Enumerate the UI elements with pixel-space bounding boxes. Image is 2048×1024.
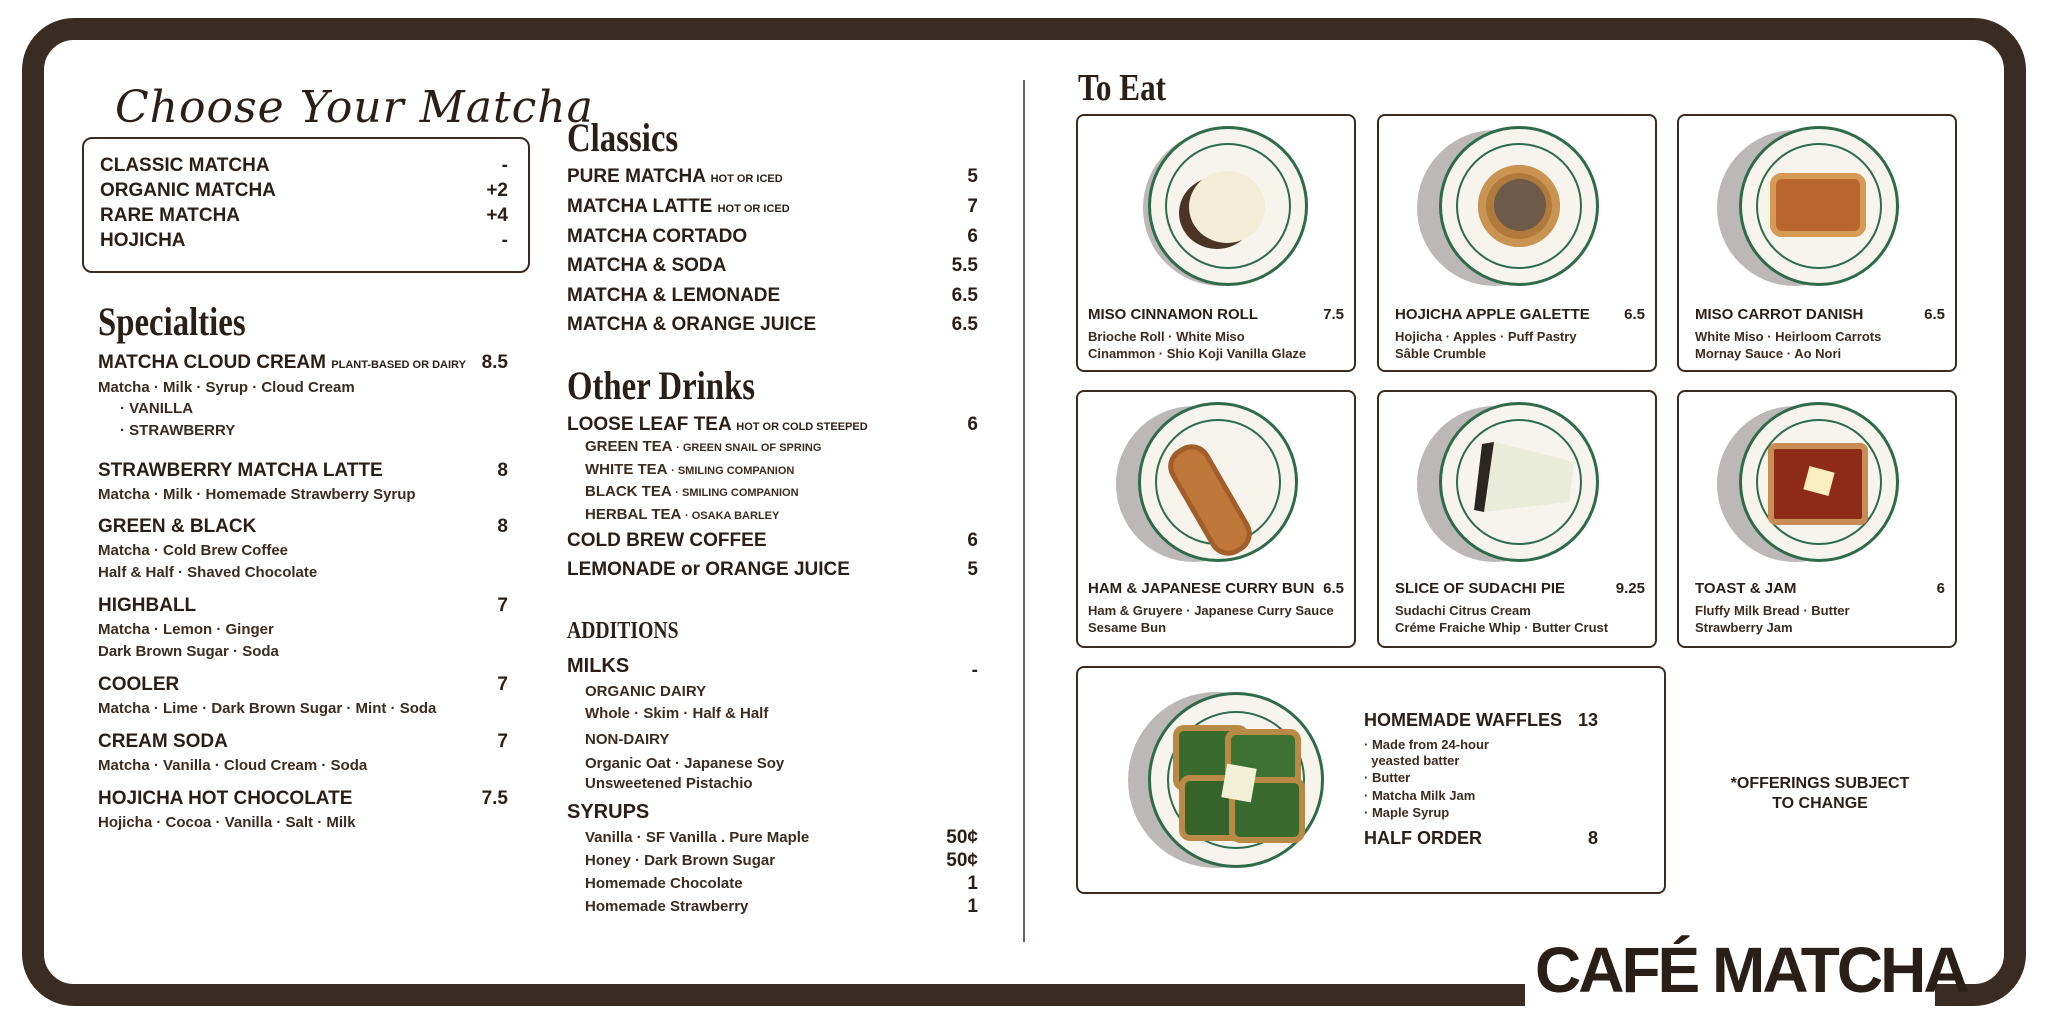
specialty-desc: Matcha · Cold Brew Coffee — [98, 542, 289, 559]
food-desc: Fluffy Milk Bread · Butter — [1695, 603, 1850, 618]
tea-item: WHITE TEA · SMILING COMPANION — [585, 461, 795, 478]
waffle-card — [1076, 666, 1666, 894]
choose-price: +2 — [486, 180, 508, 201]
specialty-name: CREAM SODA — [98, 731, 228, 752]
food-name: HOJICHA APPLE GALETTE — [1395, 306, 1590, 323]
food-price: 9.25 — [1615, 580, 1645, 597]
food-card — [1677, 114, 1957, 372]
waffle-bullet: · Butter — [1364, 770, 1411, 785]
choose-title: Choose Your Matcha — [115, 82, 594, 133]
waffle-bullet: · Matcha Milk Jam — [1364, 788, 1476, 803]
classic-price: 5.5 — [951, 255, 978, 276]
choose-item: CLASSIC MATCHA — [100, 155, 270, 176]
column-divider — [1023, 80, 1025, 942]
syrup-item: Homemade Strawberry — [585, 898, 749, 915]
specialty-price: 8 — [497, 516, 508, 537]
specialty-desc: Dark Brown Sugar · Soda — [98, 643, 279, 660]
lemonade: LEMONADE or ORANGE JUICE — [567, 559, 850, 580]
choose-price: - — [501, 230, 508, 251]
choose-price: - — [501, 155, 508, 176]
to-eat-title: To Eat — [1078, 67, 1167, 109]
waffles-image — [1166, 708, 1316, 858]
food-desc: Ham & Gruyere · Japanese Curry Sauce — [1088, 603, 1334, 618]
specialty-desc: Matcha · Lime · Dark Brown Sugar · Mint · Soda — [98, 700, 437, 717]
specialty-name: MATCHA CLOUD CREAM PLANT-BASED OR DAIRY — [98, 352, 466, 373]
food-desc: Brioche Roll · White Miso — [1088, 329, 1245, 344]
food-desc: White Miso · Heirloom Carrots — [1695, 329, 1882, 344]
galette-crumble — [1494, 179, 1546, 231]
waffle-bullet: · Maple Syrup — [1364, 805, 1450, 820]
non-dairy-options: Organic Oat · Japanese Soy — [585, 755, 785, 772]
tea-item: HERBAL TEA · OSAKA BARLEY — [585, 506, 780, 523]
food-desc: Hojicha · Apples · Puff Pastry — [1395, 329, 1577, 344]
organic-dairy-label: ORGANIC DAIRY — [585, 683, 707, 700]
specialty-name: HOJICHA HOT CHOCOLATE — [98, 788, 353, 809]
plate — [1739, 402, 1899, 562]
specialty-desc: Matcha · Milk · Syrup · Cloud Cream — [98, 379, 355, 396]
other-drinks-title: Other Drinks — [567, 363, 756, 408]
specialty-name: STRAWBERRY MATCHA LATTE — [98, 460, 383, 481]
food-desc: Créme Fraiche Whip · Butter Crust — [1395, 620, 1609, 635]
food-name: TOAST & JAM — [1695, 580, 1797, 597]
syrup-price: 50¢ — [946, 850, 978, 871]
tea-item: BLACK TEA · SMILING COMPANION — [585, 483, 799, 500]
choose-item: RARE MATCHA — [100, 205, 241, 226]
carrot-danish — [1770, 173, 1866, 237]
classic-price: 6.5 — [951, 314, 978, 335]
choose-item: ORGANIC MATCHA — [100, 180, 276, 201]
cold-brew: COLD BREW COFFEE — [567, 530, 767, 551]
plate — [1148, 126, 1308, 286]
food-name: HAM & JAPANESE CURRY BUN — [1088, 580, 1315, 597]
food-card — [1377, 390, 1657, 648]
food-price: 6 — [1936, 580, 1945, 597]
food-card — [1677, 390, 1957, 648]
food-name: MISO CARROT DANISH — [1695, 306, 1864, 323]
food-card — [1076, 390, 1356, 648]
additions-title: ADDITIONS — [567, 618, 679, 644]
food-name: SLICE OF SUDACHI PIE — [1395, 580, 1566, 597]
specialty-name: GREEN & BLACK — [98, 516, 257, 537]
food-price: 6.5 — [1624, 306, 1645, 323]
classic-price: 6 — [967, 226, 978, 247]
waffle-price: 13 — [1577, 710, 1598, 730]
classic-item: MATCHA & LEMONADE — [567, 285, 781, 306]
classics-title: Classics — [567, 115, 679, 160]
waffle-bullet: yeasted batter — [1364, 753, 1460, 768]
syrup-price: 1 — [967, 873, 978, 894]
notice-line: TO CHANGE — [1772, 795, 1868, 812]
specialty-price: 8 — [497, 460, 508, 481]
classic-item: MATCHA & SODA — [567, 255, 727, 276]
food-card — [1377, 114, 1657, 372]
food-price: 6.5 — [1924, 306, 1945, 323]
brand-logo: CAFÉ MATCHA — [1535, 934, 1967, 1006]
food-price: 7.5 — [1323, 306, 1344, 323]
food-price: 6.5 — [1323, 580, 1344, 597]
food-desc: Sâble Crumble — [1395, 346, 1487, 361]
offerings-notice — [1700, 774, 1940, 814]
syrup-item: Honey · Dark Brown Sugar — [585, 852, 776, 869]
specialty-option: · VANILLA — [120, 400, 194, 417]
classic-price: 7 — [967, 196, 978, 217]
specialty-desc: Matcha · Vanilla · Cloud Cream · Soda — [98, 757, 368, 774]
specialty-name: COOLER — [98, 674, 180, 695]
specialty-option: · STRAWBERRY — [120, 422, 236, 439]
loose-leaf-tea: LOOSE LEAF TEA HOT OR COLD STEEPED — [567, 414, 868, 435]
specialty-price: 7 — [497, 731, 508, 752]
cinnamon-roll — [1189, 171, 1265, 243]
classic-price: 6.5 — [951, 285, 978, 306]
classic-item: MATCHA & ORANGE JUICE — [567, 314, 817, 335]
waffle-name: HOMEMADE WAFFLES — [1364, 710, 1562, 730]
half-order-price: 8 — [1587, 828, 1598, 848]
milks-price: - — [971, 660, 978, 681]
plate — [1739, 126, 1899, 286]
classic-item: PURE MATCHA HOT OR ICED — [567, 166, 783, 187]
classic-item: MATCHA LATTE HOT OR ICED — [567, 196, 790, 217]
specialty-desc: Matcha · Lemon · Ginger — [98, 621, 274, 638]
specialty-price: 7 — [497, 674, 508, 695]
food-desc: Cinammon · Shio Koji Vanilla Glaze — [1088, 346, 1307, 361]
food-name: MISO CINNAMON ROLL — [1088, 306, 1258, 323]
non-dairy-label: NON-DAIRY — [585, 731, 670, 748]
notice-line: *OFFERINGS SUBJECT — [1730, 775, 1910, 792]
non-dairy-options: Unsweetened Pistachio — [585, 775, 753, 792]
choose-item: HOJICHA — [100, 230, 186, 251]
plate — [1439, 126, 1599, 286]
food-desc: Mornay Sauce · Ao Nori — [1695, 346, 1842, 361]
food-desc: Sudachi Citrus Cream — [1395, 603, 1531, 618]
classic-item: MATCHA CORTADO — [567, 226, 748, 247]
food-card — [1076, 114, 1356, 372]
specialty-name: HIGHBALL — [98, 595, 197, 616]
loose-leaf-price: 6 — [967, 414, 978, 435]
classic-price: 5 — [967, 166, 978, 187]
sudachi-pie — [1474, 432, 1584, 522]
cold-brew-price: 6 — [967, 530, 978, 551]
milks-label: MILKS — [567, 655, 630, 677]
dairy-options: Whole · Skim · Half & Half — [585, 705, 769, 722]
syrup-item: Homemade Chocolate — [585, 875, 743, 892]
food-desc: Sesame Bun — [1088, 620, 1167, 635]
specialty-desc: Half & Half · Shaved Chocolate — [98, 564, 318, 581]
lemonade-price: 5 — [967, 559, 978, 580]
syrup-price: 50¢ — [946, 827, 978, 848]
syrups-label: SYRUPS — [567, 801, 650, 823]
syrup-price: 1 — [967, 896, 978, 917]
specialties-title: Specialties — [98, 299, 246, 344]
half-order-name: HALF ORDER — [1364, 828, 1482, 848]
specialty-price: 7 — [497, 595, 508, 616]
specialty-price: 7.5 — [481, 788, 508, 809]
syrup-item: Vanilla · SF Vanilla . Pure Maple — [585, 829, 810, 846]
specialty-desc: Matcha · Milk · Homemade Strawberry Syrup — [98, 486, 416, 503]
specialty-price: 8.5 — [481, 352, 508, 373]
choose-price: +4 — [486, 205, 508, 226]
waffle-bullet: · Made from 24-hour — [1364, 737, 1489, 752]
tea-item: GREEN TEA · GREEN SNAIL OF SPRING — [585, 438, 822, 455]
food-desc: Strawberry Jam — [1695, 620, 1793, 635]
specialty-desc: Hojicha · Cocoa · Vanilla · Salt · Milk — [98, 814, 356, 831]
